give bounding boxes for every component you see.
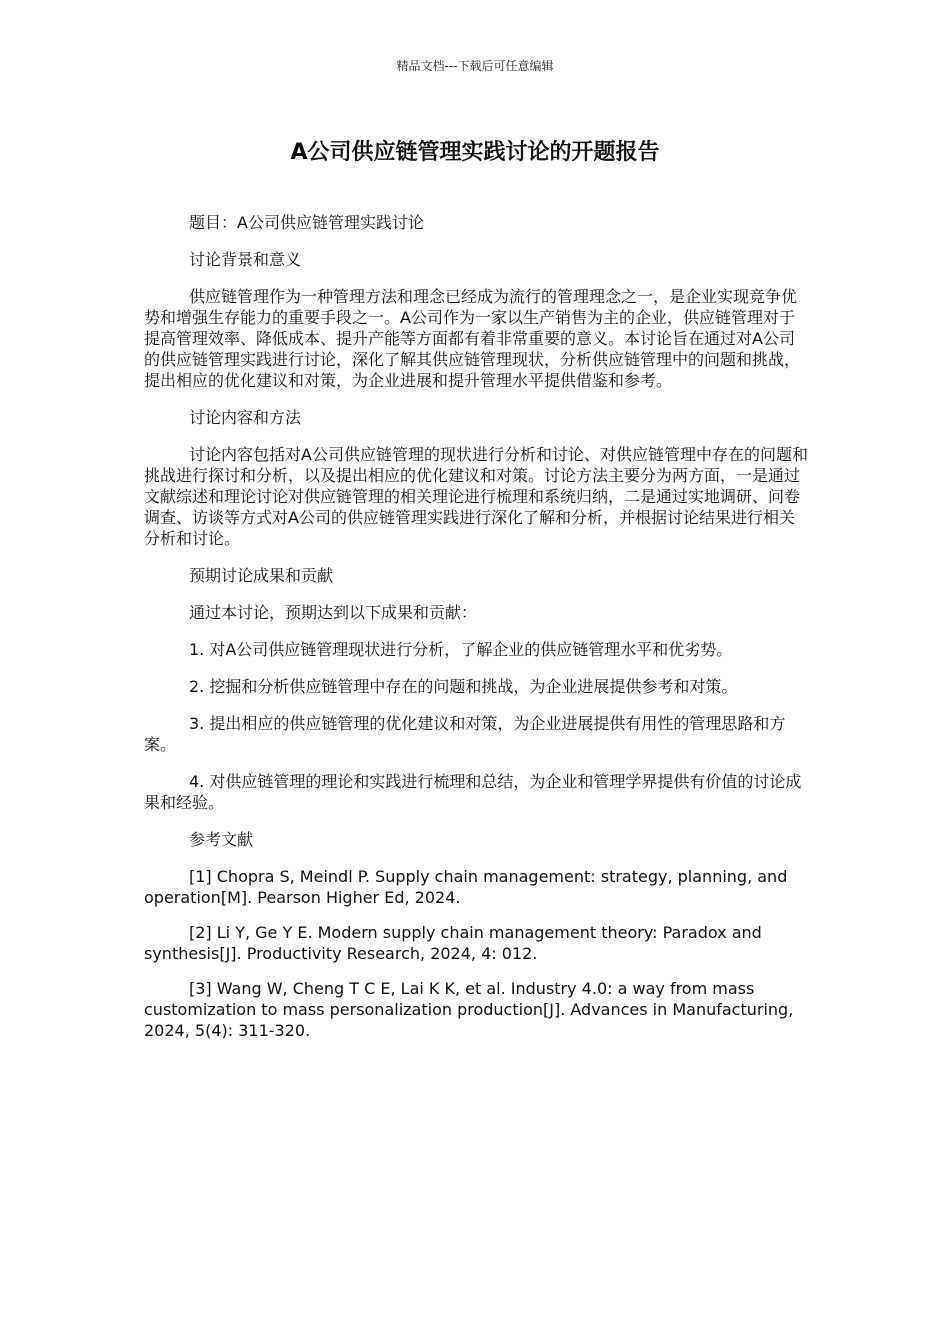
results-intro: 通过本讨论，预期达到以下成果和贡献： xyxy=(189,603,478,622)
reference-entry: [2] Li Y, Ge Y E. Modern supply chain management theory: Paradox and synthesis[J]. Productivity Research, 2024, 4: 012. xyxy=(144,923,762,963)
background-heading: 讨论背景和意义 xyxy=(189,250,302,269)
page-header: 精品文档---下载后可任意编辑 xyxy=(396,59,554,73)
document-body xyxy=(144,212,808,1055)
references-heading: 参考文献 xyxy=(189,830,254,849)
results-item: 2. 挖掘和分析供应链管理中存在的问题和挑战，为企业进展提供参考和对策。 xyxy=(189,677,738,696)
results-heading: 预期讨论成果和贡献 xyxy=(189,566,334,585)
results-item: 4. 对供应链管理的理论和实践进行梳理和总结，为企业和管理学界提供有价值的讨论成果和经验。 xyxy=(144,772,802,812)
results-item: 3. 提出相应的供应链管理的优化建议和对策，为企业进展提供有用性的管理思路和方案。 xyxy=(144,714,786,754)
reference-entry: [3] Wang W, Cheng T C E, Lai K K, et al. Industry 4.0: a way from mass customization to mass personalization production[J]. Advances in Manufacturing, 2024, 5(4): 311-320. xyxy=(144,979,794,1040)
document-title: A公司供应链管理实践讨论的开题报告 xyxy=(290,140,660,165)
results-item: 1. 对A公司供应链管理现状进行分析，了解企业的供应链管理水平和优劣势。 xyxy=(189,640,733,659)
background-paragraph: 供应链管理作为一种管理方法和理念已经成为流行的管理理念之一，是企业实现竞争优势和增强生存能力的重要手段之一。A公司作为一家以生产销售为主的企业，供应链管理对于提高管理效率、降低成本、提升产能等方面都有着非常重要的意义。本讨论旨在通过对A公司的供应链管理实践进行讨论，深化了解其供应链管理现状，分析供应链管理中的问题和挑战，提出相应的优化建议和对策，为企业进展和提升管理水平提供借鉴和参考。 xyxy=(144,287,801,390)
content-paragraph: 讨论内容包括对A公司供应链管理的现状进行分析和讨论、对供应链管理中存在的问题和挑战进行探讨和分析，以及提出相应的优化建议和对策。讨论方法主要分为两方面，一是通过文献综述和理论讨论对供应链管理的相关理论进行梳理和系统归纳，二是通过实地调研、问卷调查、访谈等方式对A公司的供应链管理实践进行深化了解和分析，并根据讨论结果进行相关分析和讨论。 xyxy=(144,445,808,548)
reference-entry: [1] Chopra S, Meindl P. Supply chain management: strategy, planning, and operation[M]. Pearson Higher Ed, 2024. xyxy=(144,867,788,907)
content-heading: 讨论内容和方法 xyxy=(189,408,302,427)
topic-line: 题目：A公司供应链管理实践讨论 xyxy=(189,213,424,232)
